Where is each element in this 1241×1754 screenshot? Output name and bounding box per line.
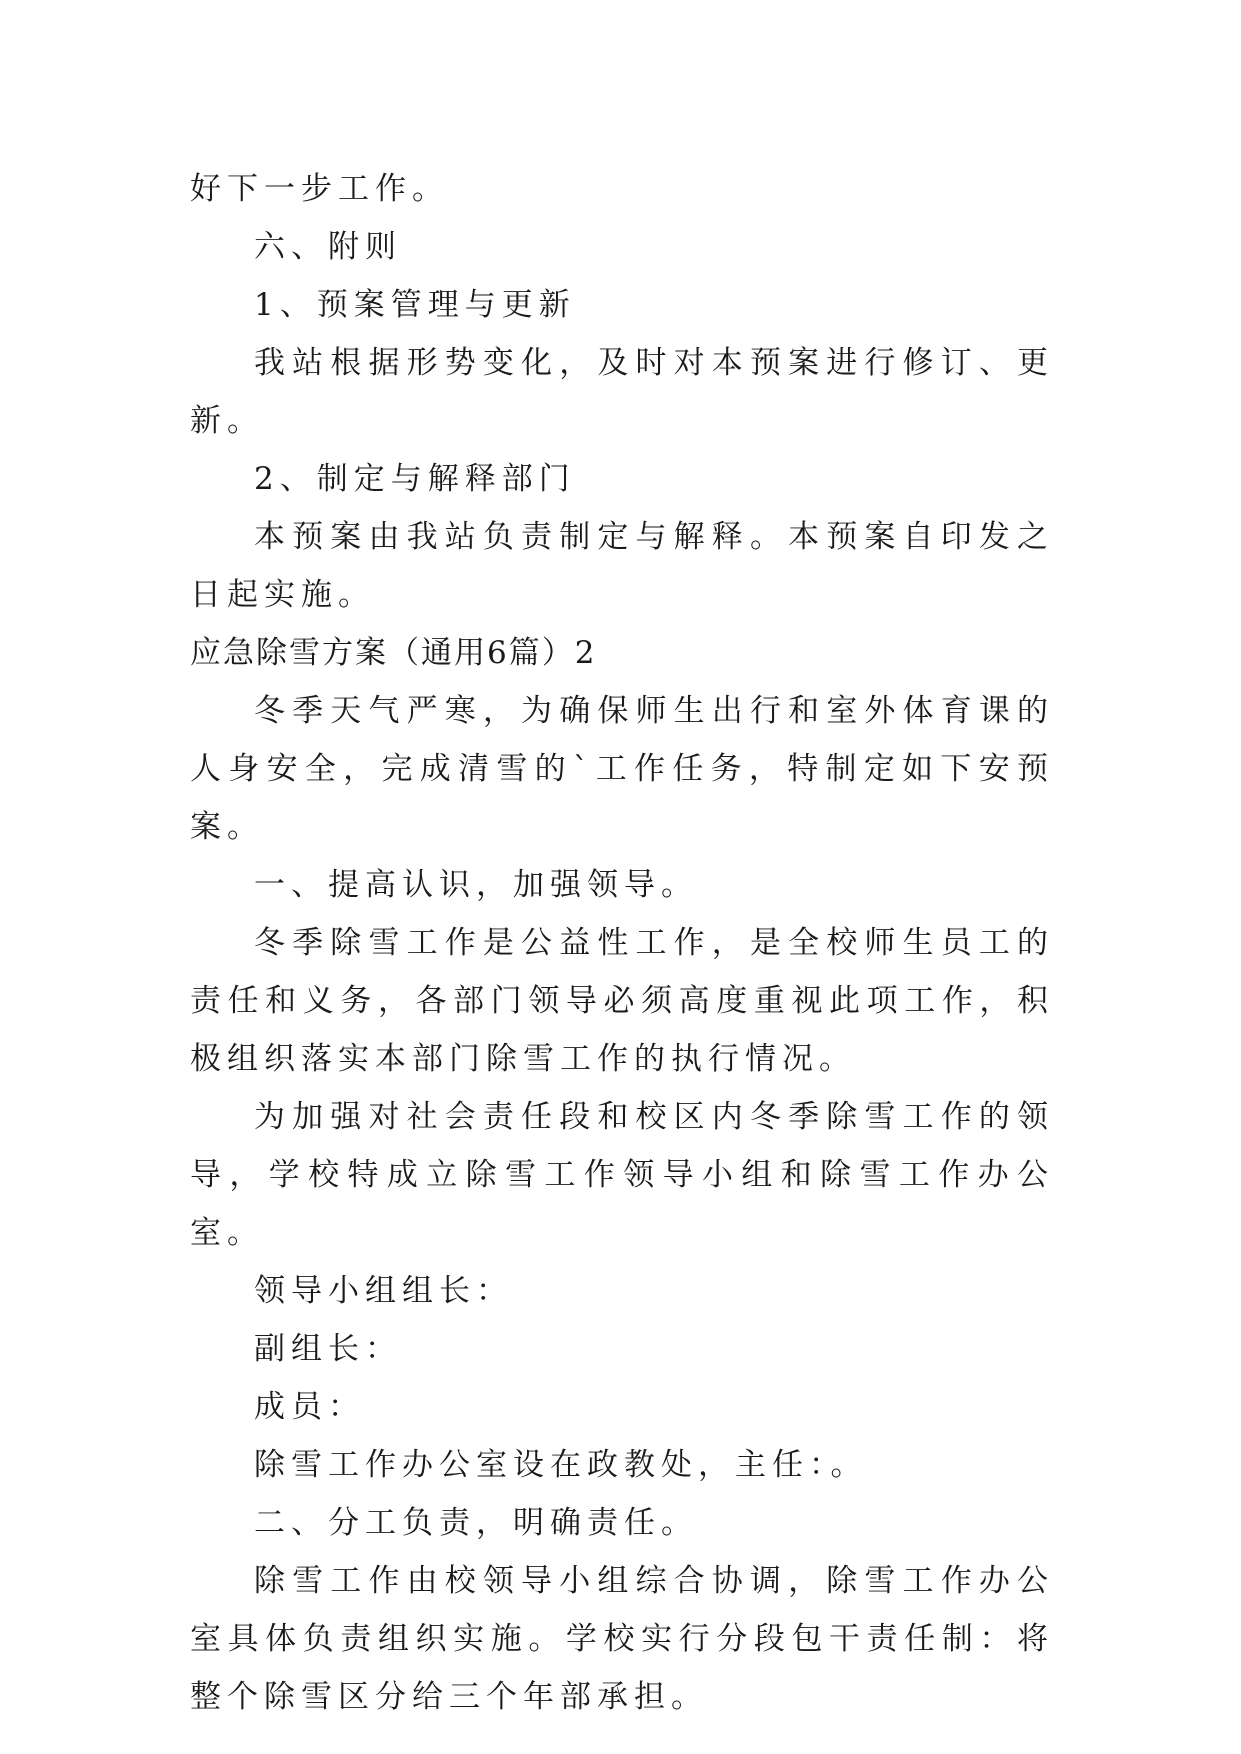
subsection-heading: 1、预案管理与更新 (254, 287, 576, 323)
section-heading: 二、分工负责，明确责任。 (254, 1505, 698, 1541)
document-body (190, 160, 1054, 1726)
paragraph: 为加强对社会责任段和校区内冬季除雪工作的领导，学校特成立除雪工作领导小组和除雪工作办公室。 (190, 1099, 1054, 1251)
paragraph: 冬季天气严寒，为确保师生出行和室外体育课的人身安全，完成清雪的`工作任务，特制定如下安预案。 (190, 693, 1054, 845)
list-item: 副组长： (254, 1331, 402, 1367)
paragraph: 除雪工作办公室设在政教处，主任：。 (254, 1447, 868, 1483)
document-title: 应急除雪方案（通用6篇）2 (190, 635, 597, 671)
subsection-heading: 2、制定与解释部门 (254, 461, 576, 497)
paragraph: 我站根据形势变化，及时对本预案进行修订、更新。 (190, 345, 1054, 439)
paragraph: 除雪工作由校领导小组综合协调，除雪工作办公室具体负责组织实施。学校实行分段包干责任制：将整个除雪区分给三个年部承担。 (190, 1563, 1054, 1715)
paragraph: 本预案由我站负责制定与解释。本预案自印发之日起实施。 (190, 519, 1054, 613)
section-heading: 一、提高认识，加强领导。 (254, 867, 698, 903)
list-item: 成员： (254, 1389, 365, 1425)
section-heading: 六、附则 (254, 229, 402, 265)
list-item: 领导小组组长： (254, 1273, 513, 1309)
paragraph: 好下一步工作。 (190, 171, 449, 207)
paragraph: 冬季除雪工作是公益性工作，是全校师生员工的责任和义务，各部门领导必须高度重视此项工作，积极组织落实本部门除雪工作的执行情况。 (190, 925, 1054, 1077)
